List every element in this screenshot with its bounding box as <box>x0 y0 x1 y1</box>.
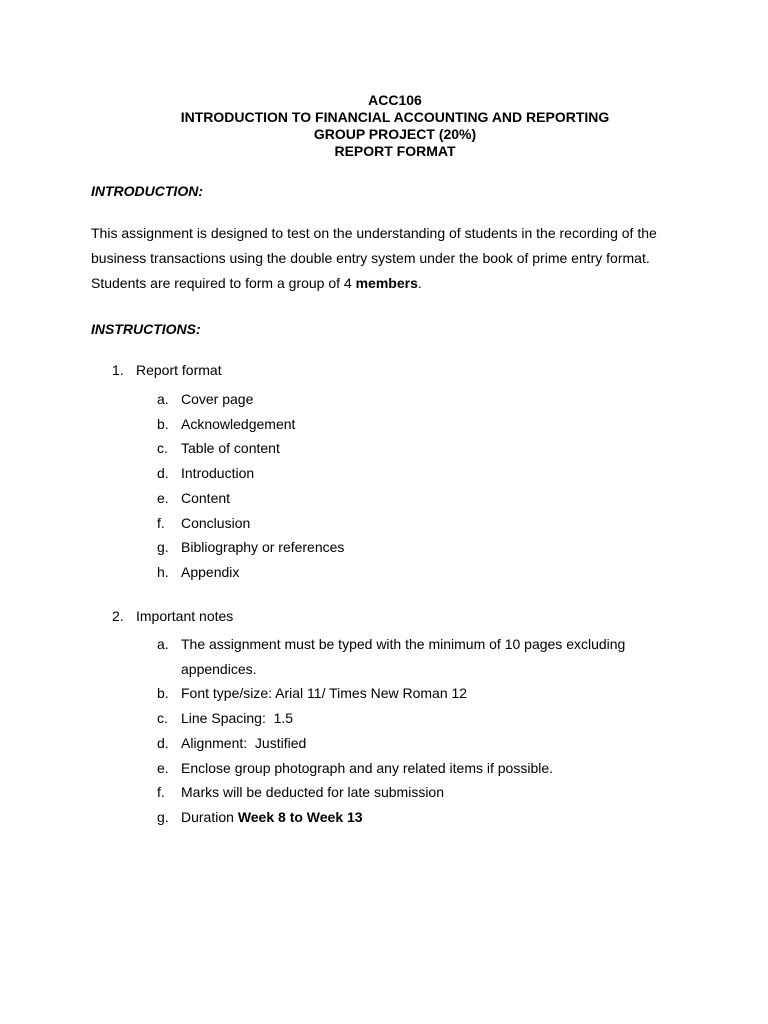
list-item <box>157 535 651 560</box>
list-item-text <box>181 805 651 830</box>
list-item-letter: f. <box>157 514 165 531</box>
list-item-letter: c. <box>157 710 168 727</box>
section-title: Report format <box>136 362 222 378</box>
instructions-heading: INSTRUCTIONS: <box>91 321 201 337</box>
list-item-letter: e. <box>157 489 169 506</box>
project-weight: GROUP PROJECT (20%) <box>313 126 477 142</box>
list-item <box>157 560 651 585</box>
list-item-text: Marks will be deducted for late submission <box>181 784 445 801</box>
list-item-letter: h. <box>157 563 169 580</box>
report-format-list <box>157 387 651 585</box>
course-code: ACC106 <box>368 92 422 108</box>
list-item-letter: d. <box>157 734 169 751</box>
list-item <box>157 780 651 805</box>
list-item-text: Table of content <box>181 440 280 457</box>
list-item-text: Line Spacing: 1.5 <box>181 710 294 727</box>
section-number: 2. <box>112 608 124 624</box>
list-item <box>157 387 651 412</box>
list-item-letter: a. <box>157 391 169 407</box>
list-item-text: Appendix <box>181 563 240 580</box>
document-header <box>0 92 768 160</box>
list-item-text: Content <box>181 489 231 506</box>
list-item-text: The assignment must be typed with the minimum of 10 pages excluding appendices. <box>181 636 626 677</box>
list-item <box>157 805 651 830</box>
list-item-letter: d. <box>157 465 169 482</box>
list-item-text: Bibliography or references <box>181 539 345 556</box>
list-item-letter: g. <box>157 808 169 825</box>
list-item <box>157 436 651 461</box>
intro-members-emphasis: members <box>355 275 418 291</box>
list-item-letter: b. <box>157 685 169 702</box>
duration-label: Duration <box>181 808 238 825</box>
list-item <box>157 511 651 536</box>
section-title: Important notes <box>136 608 234 624</box>
intro-line: business transactions using the double entry system under the book of prime entry format. <box>91 250 650 266</box>
list-item <box>157 731 651 756</box>
list-item-text: Font type/size: Arial 11/ Times New Roman 12 <box>181 685 468 702</box>
list-item-text: Cover page <box>181 391 254 407</box>
intro-last-suffix: . <box>417 275 422 291</box>
intro-last-prefix: Students are required to form a group of 4 <box>91 275 356 291</box>
list-item-letter: b. <box>157 415 169 432</box>
introduction-paragraph <box>91 221 691 296</box>
list-item-letter: e. <box>157 759 169 776</box>
duration-value: Week 8 to Week 13 <box>237 808 363 825</box>
list-item-letter: f. <box>157 784 165 801</box>
list-item <box>157 632 651 681</box>
list-item-text: Alignment: Justified <box>181 734 307 751</box>
list-item <box>157 706 651 731</box>
list-item-letter: c. <box>157 440 168 457</box>
list-item <box>157 412 651 437</box>
document-type: REPORT FORMAT <box>334 143 456 159</box>
section-number: 1. <box>112 362 124 378</box>
introduction-heading: INTRODUCTION: <box>91 183 203 199</box>
list-item <box>157 461 651 486</box>
list-item-letter: a. <box>157 636 169 652</box>
list-item-text: Enclose group photograph and any related items if possible. <box>181 759 554 776</box>
list-item <box>157 756 651 781</box>
intro-line: This assignment is designed to test on the understanding of students in the recording of the <box>91 225 657 241</box>
list-item <box>157 681 651 706</box>
list-item <box>157 486 651 511</box>
course-title: INTRODUCTION TO FINANCIAL ACCOUNTING AND REPORTING <box>180 109 610 125</box>
list-item-letter: g. <box>157 539 169 556</box>
intro-line <box>91 271 691 296</box>
list-item-text: Conclusion <box>181 514 251 531</box>
list-item-text: Introduction <box>181 465 255 482</box>
important-notes-list <box>157 632 651 830</box>
list-item-text: Acknowledgement <box>181 415 296 432</box>
